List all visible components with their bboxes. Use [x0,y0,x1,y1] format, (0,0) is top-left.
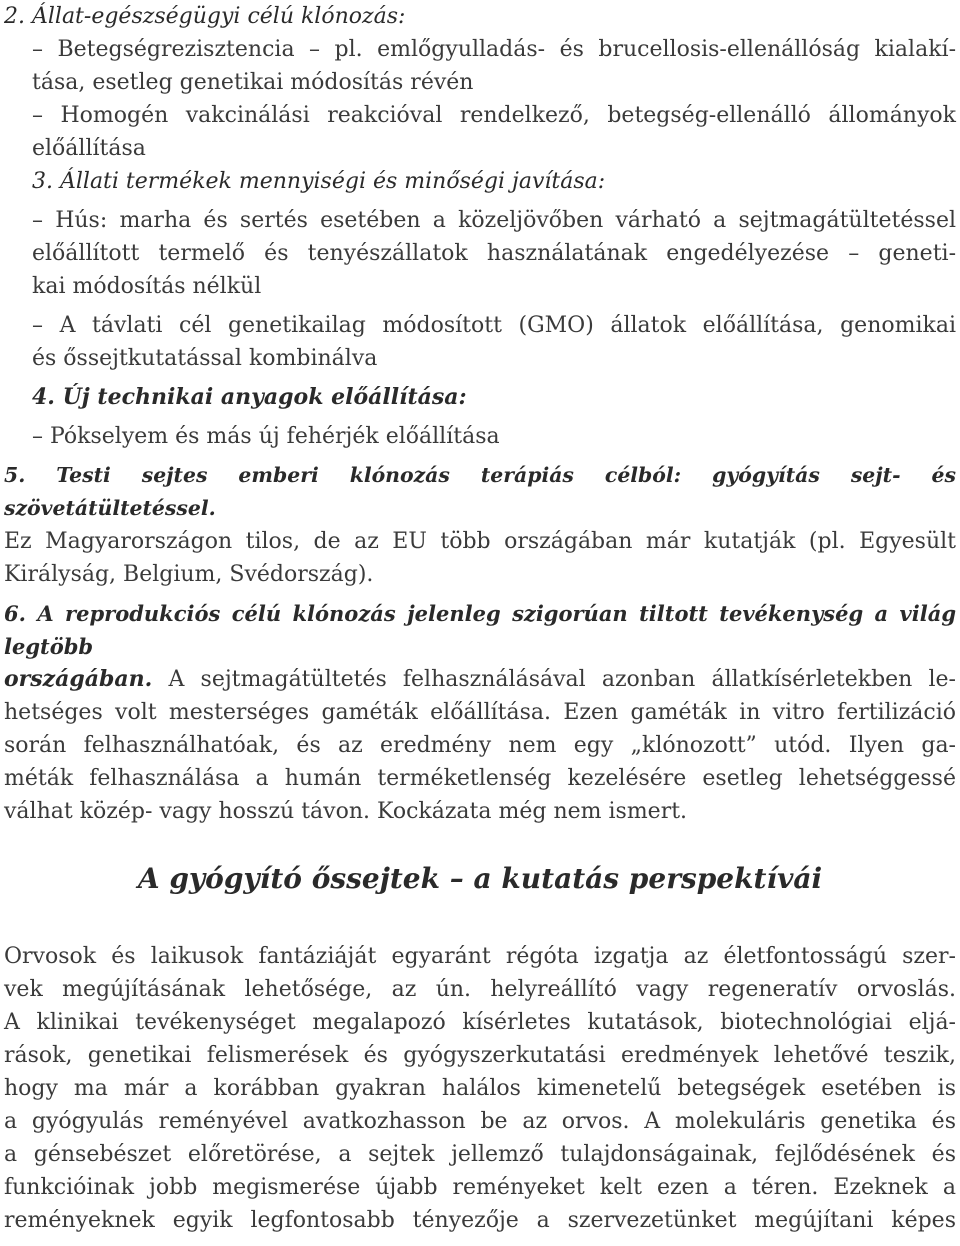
item-6-line-5: válhat közép- vagy hosszú távon. Kockázata még nem ismert. [4,799,688,824]
heading-item-3: 3. Állati termékek mennyiségi és minőségi javítása: [32,169,606,194]
item-4-line-1: – Pókselyem és más új fehérjék előállítása [32,424,500,449]
item-3-line-1: – Hús: marha és sertés esetében a közeljövőben várható a sejtmagátültetéssel [32,208,956,233]
body-paragraph [4,940,956,1237]
paragraph-line-4: rások, genetikai felismerések és gyógyszerkutatási eredmények lehetővé teszik, [4,1043,956,1068]
item-2-line-4: előállítása [32,136,146,161]
paragraph-line-5: hogy ma már a korábban gyakran halálos kimenetelű betegségek esetében is [4,1076,956,1101]
paragraph-line-2: vek megújításának lehetősége, az ún. helyreállító vagy regeneratív orvoslás. [4,977,956,1002]
paragraph-line-9: reményeknek egyik legfontosabb tényezője a szervezetünket megújítani képes [4,1208,956,1233]
item-3-line-4: – A távlati cél genetikailag módosított (GMO) állatok előállítása, genomikai [32,313,956,338]
paragraph-line-1: Orvosok és laikusok fantáziáját egyaránt régóta izgatja az életfontosságú szer- [4,944,956,969]
item-3-line-3: kai módosítás nélkül [32,274,262,299]
item-5-line-1: Ez Magyarországon tilos, de az EU több országában már kutatják (pl. Egyesült [4,529,956,554]
item-6-line-4: méták felhasználása a humán terméketlenség kezelésére esetleg lehetséggessé [4,766,956,791]
item-3-line-5: és őssejtkutatással kombinálva [32,346,378,371]
paragraph-line-8: funkcióinak jobb megismerése újabb reményeket kelt ezen a téren. Ezeknek a [4,1175,956,1200]
heading-item-4: 4. Új technikai anyagok előállítása: [32,384,467,410]
item-5-line-2: Királyság, Belgium, Svédország). [4,562,374,587]
heading-item-2: 2. Állat-egészségügyi célú klónozás: [4,4,406,29]
item-6-line-2: hetséges volt mesterséges gaméták előállítása. Ezen gaméták in vitro fertilizáció [4,700,956,725]
paragraph-line-3: A klinikai tevékenységet megalapozó kísérletes kutatások, biotechnológiai eljá- [4,1010,956,1035]
paragraph-line-6: a gyógyulás reményével avatkozhasson be az orvos. A molekuláris genetika és [4,1109,956,1134]
item-6-line-3: során felhasználhatóak, és az eredmény nem egy „klónozott” utód. Ilyen ga- [4,733,956,758]
item-6-bold-tail: országában. [4,666,153,692]
item-2-line-2: tása, esetleg genetikai módosítás révén [32,70,474,95]
list-block [4,0,956,828]
item-6-line-1-rest: A sejtmagátültetés felhasználásával azonban állatkísérletekben le- [152,667,956,692]
item-3-line-2: előállított termelő és tenyészállatok használatának engedélyezése – geneti- [32,241,956,266]
section-title: A gyógyító őssejtek – a kutatás perspektívái [137,862,823,895]
item-6-line-1 [4,663,956,696]
heading-item-6: 6. A reprodukciós célú klónozás jelenleg szigorúan tiltott tevékenység a világ legtöbb [4,601,956,659]
heading-item-5: 5. Testi sejtes emberi klónozás terápiás célból: gyógyítás sejt- és szövetátültetéssel. [4,463,956,520]
paragraph-line-7: a génsebészet előretörése, a sejtek jellemző tulajdonságainak, fejlődésének és [4,1142,956,1167]
item-2-line-1: – Betegségrezisztencia – pl. emlőgyulladás- és brucellosis-ellenállóság kialakí- [32,37,956,62]
item-2-line-3: – Homogén vakcinálási reakcióval rendelkező, betegség-ellenálló állományok [32,103,956,128]
